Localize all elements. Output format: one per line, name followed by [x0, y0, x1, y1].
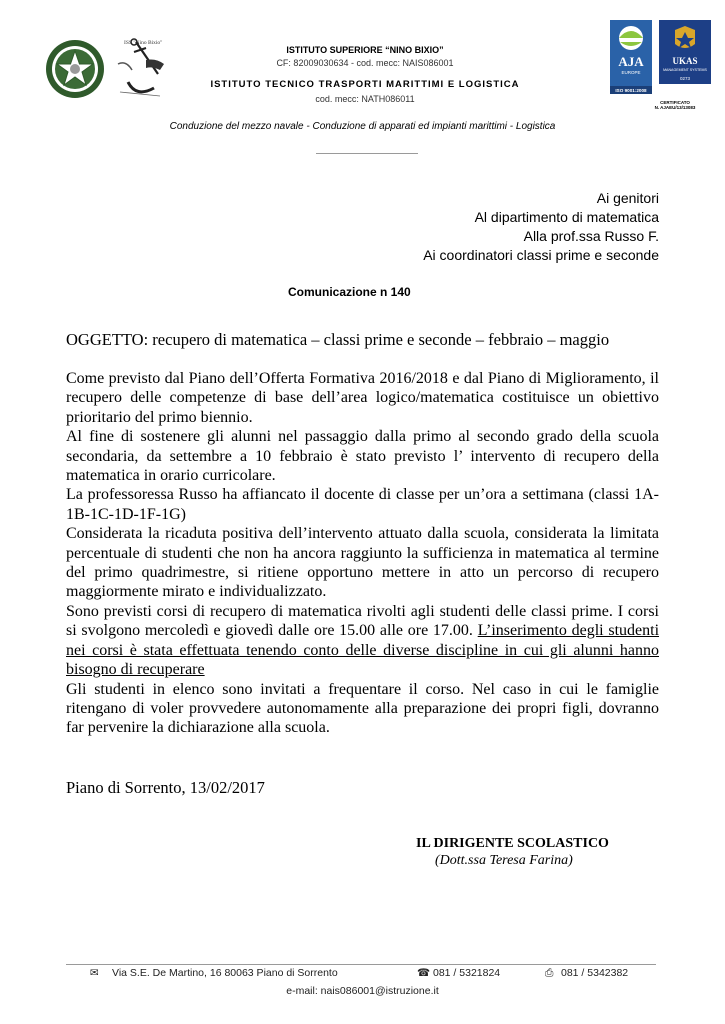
italian-emblem-logo: [44, 38, 106, 100]
phone-icon: ☎: [417, 967, 431, 979]
recipient-line: Al dipartimento di matematica: [474, 209, 659, 225]
svg-text:UKAS: UKAS: [672, 56, 698, 66]
svg-text:AJA: AJA: [618, 54, 644, 69]
recipients-block: [423, 189, 659, 265]
institute-name: ISTITUTO SUPERIORE “NINO BIXIO”: [286, 45, 444, 55]
envelope-icon: ✉: [90, 967, 99, 979]
anchor-logo: [106, 34, 172, 102]
communication-number: Comunicazione n 140: [288, 285, 411, 299]
aja-certification-logo: [610, 20, 652, 94]
body-paragraph: [66, 602, 659, 680]
svg-text:EUROPE: EUROPE: [621, 70, 641, 75]
signature-name: (Dott.ssa Teresa Farina): [435, 853, 573, 868]
footer-email: e-mail: nais086001@istruzione.it: [286, 985, 439, 997]
institute-subtitle: Conduzione del mezzo navale - Conduzione di apparati ed impianti marittimi - Logistica: [169, 121, 556, 132]
subject-line: OGGETTO: recupero di matematica – classi prime e seconde – febbraio – maggio: [66, 330, 610, 349]
svg-text:0273: 0273: [679, 76, 691, 81]
fax-icon: ⎙: [545, 967, 554, 979]
recipient-line: Ai genitori: [596, 190, 659, 206]
footer-fax: 081 / 5342382: [561, 967, 629, 979]
body-text-plain: Sono previsti corsi di recupero di matematica rivolti agli studenti delle classi prime. I corsi si svolgono mercoledì e giovedì dalle ore 15.00 alle ore 17.00.: [66, 602, 659, 640]
header-divider: [316, 153, 418, 154]
institute-codes: CF: 82009030634 - cod. mecc: NAIS086001: [276, 58, 454, 68]
institute-code-2: cod. mecc: NATH086011: [315, 94, 415, 104]
footer-divider: [66, 964, 656, 965]
body-paragraph: Al fine di sostenere gli alunni nel passaggio dalla primo al secondo grado della scuola secondaria, da settembre a 10 febbraio è stato previsto l’ intervento di recupero della matematica in orario curricolare.: [66, 428, 659, 485]
anchor-logo-label: ISS "Nino Bixio": [124, 40, 163, 46]
recipient-line: Alla prof.ssa Russo F.: [523, 228, 659, 244]
body-text-underlined: L’inserimento degli studenti nei corsi è stata effettuata tenendo conto delle diverse discipline in cui gli alunni hanno bisogno di recuperare: [66, 622, 660, 679]
signature-title: IL DIRIGENTE SCOLASTICO: [416, 836, 609, 851]
letter-body: [66, 369, 659, 738]
svg-text:ISO 9001:2008: ISO 9001:2008: [615, 88, 647, 93]
place-date: Piano di Sorrento, 13/02/2017: [66, 778, 265, 797]
certificate-number: CERTIFICATO N. AJAEU/13/13083: [654, 100, 696, 110]
recipient-line: Ai coordinatori classi prime e seconde: [423, 247, 659, 263]
institute-type: ISTITUTO TECNICO TRASPORTI MARITTIMI E LOGISTICA: [210, 79, 520, 90]
footer-phone: 081 / 5321824: [433, 967, 501, 979]
ukas-certification-logo: [659, 20, 711, 84]
body-paragraph: Gli studenti in elenco sono invitati a frequentare il corso. Nel caso in cui le famiglie ritengano di voler provvedere autonomamente alla preparazione dei propri figli, dovranno far pervenire la dichiarazione alla scuola.: [66, 680, 659, 737]
body-paragraph: Considerata la ricaduta positiva dell’intervento attuato dalla scuola, considerata la limitata percentuale di studenti che non ha ancora raggiunto la sufficienza in matematica al termine del primo quadrimestre, si ritiene opportuno mettere in atto un percorso di recupero maggiormente mirato e individualizzato.: [66, 525, 659, 601]
svg-text:MANAGEMENT SYSTEMS: MANAGEMENT SYSTEMS: [663, 68, 707, 72]
body-paragraph: La professoressa Russo ha affiancato il docente di classe per un’ora a settimana (classi 1A-1B-1C-1D-1F-1G): [66, 486, 659, 523]
footer-address: Via S.E. De Martino, 16 80063 Piano di Sorrento: [112, 967, 338, 979]
body-paragraph: Come previsto dal Piano dell’Offerta Formativa 2016/2018 e dal Piano di Miglioramento, il recupero delle competenze di base dell’area logico/matematica costituisce un obiettivo prioritario del primo biennio.: [66, 370, 659, 426]
